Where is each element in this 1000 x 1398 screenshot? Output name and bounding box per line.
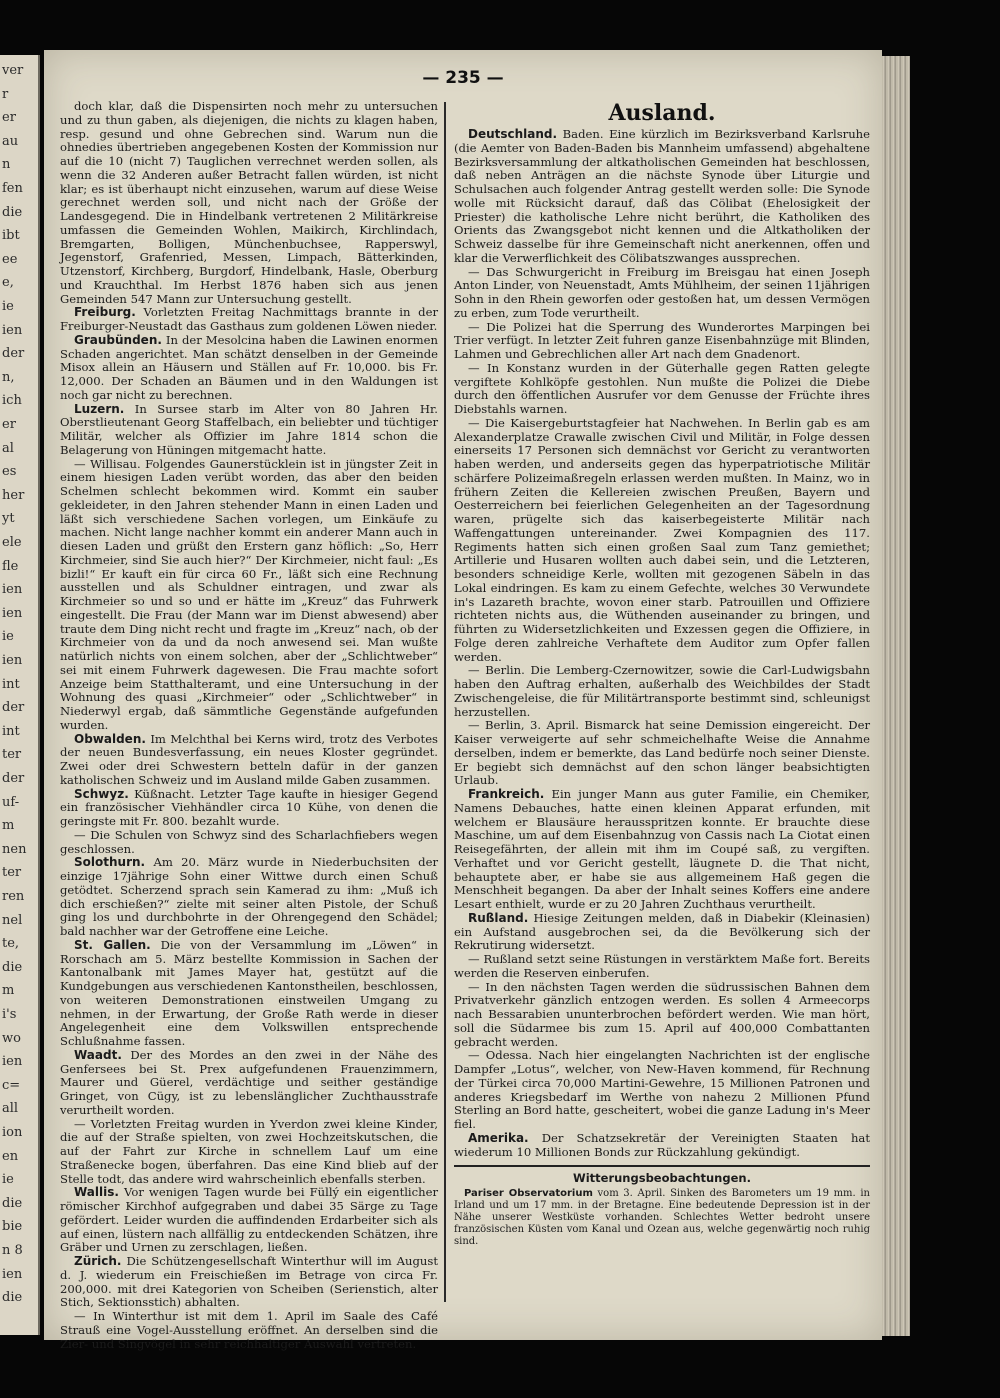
article-heading: Freiburg. xyxy=(74,305,136,320)
previous-page-fragment: ien xyxy=(2,653,23,668)
article-text: Die Schützengesellschaft Winterthur will im August d. J. wiederum ein Freischießen im Betrage von circa Fr. 200,000. mit drei Kategorien von Scheiben (Serienstich, alter Stich, Sektionsstich) abhalten. xyxy=(60,1254,438,1310)
previous-page-edge xyxy=(0,55,40,1335)
previous-page-fragment: ie xyxy=(2,629,14,645)
previous-page-fragment: er xyxy=(2,417,16,432)
article-paragraph xyxy=(60,939,438,1049)
article-paragraph xyxy=(60,306,438,334)
article-text: — Willisau. Folgendes Gaunerstücklein ist in jüngster Zeit in einem hiesigen Laden verübt worden, das aber den beiden Schelmen schlecht bekommen wird. Kommt ein sauber gekleideter, in den Jahren stehender Mann in einen Laden und läßt sich verschiedene Sachen vorlegen, um Einkäufe zu machen. Nicht lange nachher kommt ein anderer Mann auch in diesen Laden und grüßt den Erstern ganz höflich: „So, Herr Kirchmeier, sind Sie auch hier?“ Der Kirchmeier, nicht faul: „Es bizli!“ Er kauft ein für circa 60 Fr., läßt sich eine Rechnung ausstellen und als Schuldner eintragen, und zwar als Kirchmeier so und so und er hätte im „Kreuz“ das Fuhrwerk eingestellt. Die Frau (der Mann war im Dienst abwesend) aber traute dem Ding nicht recht und fragte im „Kreuz“ nach, ob der Kirchmeier von da und da noch anwesend sei. Man wußte natürlich nichts von einem solchen, aber der „Schlichtweber“ sei mit einem Fuhrwerk dagewesen. Die Frau machte sofort Anzeige beim Statthalteramt, und eine Untersuchung in der Wohnung des quasi „Kirchmeier“ oder „Schlichtweber“ in Niederwyl ergab, daß sämmtliche Gegenstände aufgefunden wurden. xyxy=(60,456,438,732)
article-paragraph xyxy=(60,733,438,788)
previous-page-fragment: die xyxy=(2,204,23,220)
article-heading: Schwyz. xyxy=(74,786,129,801)
previous-page-fragment: die xyxy=(2,959,23,975)
article-paragraph xyxy=(60,403,438,458)
previous-page-fragment: der xyxy=(2,771,25,786)
previous-page-fragment: es xyxy=(2,464,17,480)
previous-page-fragment: er xyxy=(2,110,16,126)
previous-page-fragment: r xyxy=(2,86,9,102)
book-page-edges xyxy=(882,56,910,1336)
article-paragraph xyxy=(454,912,870,953)
article-paragraph xyxy=(454,128,870,266)
article-paragraph xyxy=(454,788,870,912)
previous-page-fragment: e, xyxy=(2,275,14,291)
previous-page-fragment: wo xyxy=(2,1030,21,1046)
article-heading: St. Gallen. xyxy=(74,937,151,952)
newspaper-page xyxy=(44,50,882,1351)
previous-page-fragment: ver xyxy=(2,63,24,78)
article-paragraph xyxy=(60,1118,438,1187)
previous-page-fragment: all xyxy=(2,1101,19,1117)
article-text: — Die Kaisergeburtstagfeier hat Nachwehen. In Berlin gab es am Alexanderplatze Crawalle zwischen Civil und Militär, in Folge dessen einerseits 17 Personen sich demnächst vor Gericht zu verantworten haben werden, und anderseits gegen das hyperpatriotische Militär schärfere Polizeimaßregeln erlassen werden mußten. In Mainz, wo in frühern Zeiten die Kellereien zwischen Preußen, Bayern und Oesterreichern bei feierlichen Gelegenheiten an der Tagesordnung waren, prügelte sich das kaiserbegeisterte Militär nach Waffengattungen untereinander. Zwei Kompagnien des 117. Regiments hatten sich einen großen Saal zum Tanz gemiethet; Artillerie und Husaren wollten auch dabei sein, und die Letzteren, besonders schneidige Kerle, wollten mit gezogenen Säbeln in das Lokal eindringen. Es kam zu einem Gefechte, welches 30 Verwundete in's Lazareth brachte, wovon einer starb. Patrouillen und Offiziere richteten nichts aus, die Wüthenden auseinander zu bringen, und führten zu Widersetzlichkeiten und Exzessen gegen die Offiziere, in Folge deren zahlreiche Verhaftete dem Auditor zum Opfer fallen werden. xyxy=(454,415,870,664)
article-heading: Zürich. xyxy=(74,1254,122,1268)
article-paragraph xyxy=(454,362,870,417)
previous-page-fragment: ele xyxy=(2,535,22,550)
previous-page-fragment: i's xyxy=(2,1007,17,1022)
article-heading: Graubünden. xyxy=(74,332,162,347)
article-heading: Frankreich. xyxy=(468,787,545,801)
article-paragraph xyxy=(60,1310,438,1351)
previous-page-fragment: c= xyxy=(2,1077,21,1093)
article-text: — Die Polizei hat die Sperrung des Wunderortes Marpingen bei Trier verfügt. In letzter Zeit fuhren ganze Eisenbahnzüge mit Blinden, Lahmen und Gebrechlichen aller Art nach dem Gnadenort. xyxy=(454,319,870,361)
article-text: doch klar, daß die Dispensirten noch mehr zu untersuchen und zu thun gaben, als diejenigen, die nichts zu klagen haben, resp. gesund und ohne Gebrechen sind. Warum nun die ohnedies übertrieben angegebenen Kosten der Kommission nur auf die 10 (nicht 7) Tauglichen verrechnet werden sollen, als wenn die 32 Anderen außer Betracht fallen würden, ist nicht klar; es ist überhaupt nicht einzusehen, warum auf diese Weise gerechnet werden soll, und nicht nach der Größe der Landesgegend. Die in Hindelbank vertretenen 2 Militärkreise umfassen die Gemeinden Wohlen, Maikirch, Kirchlindach, Bremgarten, Bolligen, Münchenbuchsee, Rapperswyl, Jegenstorf, Grafenried, Messen, Limpach, Bätterkinden, Utzenstorf, Kirchberg, Burgdorf, Hindelbank, Hasle, Oberburg und Krauchthal. Im Herbst 1876 haben sich aus jenen Gemeinden 547 Mann zur Untersuchung gestellt. xyxy=(60,99,438,306)
previous-page-fragment: ie xyxy=(2,299,14,314)
article-text: Hiesige Zeitungen melden, daß in Diabekir (Kleinasien) ein Aufstand ausgebrochen sei, da die Bevölkerung sich der Rekrutirung widersetzt. xyxy=(454,910,871,953)
article-paragraph xyxy=(60,1255,438,1310)
previous-page-fragment: m xyxy=(2,983,15,999)
previous-page-fragment: her xyxy=(2,487,25,503)
article-heading: Amerika. xyxy=(468,1130,529,1145)
article-text: — Rußland setzt seine Rüstungen in verstärktem Maße fort. Bereits werden die Reserven einberufen. xyxy=(454,952,870,980)
previous-page-fragment: nen xyxy=(2,841,27,857)
previous-page-fragment: ien xyxy=(2,582,23,598)
page-number: — 235 — xyxy=(422,68,504,88)
article-heading: Waadt. xyxy=(74,1047,122,1062)
article-text: — In Konstanz wurden in der Güterhalle gegen Ratten gelegte vergiftete Kohlköpfe gestohlen. Nun mußte die Polizei die Diebe durch den öffentlichen Ausrufer vor dem Genusse der Früchte ihres Diebstahls warnen. xyxy=(454,360,870,416)
article-text: Vorletzten Freitag Nachmittags brannte in der Freiburger-Neustadt das Gasthaus zum goldenen Löwen nieder. xyxy=(60,305,438,333)
article-paragraph xyxy=(454,417,870,665)
article-heading: Wallis. xyxy=(74,1185,119,1200)
previous-page-fragment: fen xyxy=(2,181,23,196)
previous-page-fragment: die xyxy=(2,1195,23,1211)
article-paragraph xyxy=(454,321,870,362)
article-paragraph xyxy=(454,953,870,981)
article-heading: Deutschland. xyxy=(468,127,558,141)
right-column xyxy=(454,100,870,1248)
article-text: — Vorletzten Freitag wurden in Yverdon zwei kleine Kinder, die auf der Straße spielten, von zwei Hochzeitskutschen, die auf der Fahrt zur Kirche in schnellem Lauf um eine Straßenecke bogen, überfahren. Das eine Kind blieb auf der Stelle todt, das andere wird wahrscheinlich ebenfalls sterben. xyxy=(60,1116,438,1186)
previous-page-fragment: ter xyxy=(2,747,22,763)
article-text: — Das Schwurgericht in Freiburg im Breisgau hat einen Joseph Anton Linder, von Neuenstadt, Amts Mühlheim, der seinen 11jährigen Sohn in den Rhein geworfen oder gestoßen hat, um dessen Vermögen zu erben, zum Tode verurtheilt. xyxy=(454,264,870,320)
weather-title: Witterungsbeobachtungen. xyxy=(573,1171,751,1186)
article-paragraph xyxy=(454,1132,870,1160)
article-text: Der Schatzsekretär der Vereinigten Staaten hat wiederum 10 Millionen Bonds zur Rückzahlung gekündigt. xyxy=(454,1130,871,1159)
previous-page-fragment: der xyxy=(2,346,25,362)
article-heading: Rußland. xyxy=(468,910,529,925)
previous-page-fragment: au xyxy=(2,133,19,149)
left-column xyxy=(60,100,438,1351)
previous-page-fragment: ich xyxy=(2,393,22,409)
article-heading: Solothurn. xyxy=(74,855,146,870)
previous-page-fragment: uf- xyxy=(2,794,20,810)
article-paragraph xyxy=(60,829,438,857)
article-text: Ein junger Mann aus guter Familie, ein Chemiker, Namens Debauches, hatte einen kleinen Apparat erfunden, mit welchem er Blausäure herausspritzen konnte. Er brauchte diese Maschine, um auf dem Eisenbahnzug von Cassis nach La Ciotat einen Reisegefährten, der allein mit ihm im Coupé saß, zu vergiften. Verhaftet und vor Gericht gestellt, läugnete D. die That nicht, behauptete aber, er habe sie aus allgemeinem Haß gegen die Menschheit begangen. Da aber der Inhalt seines Koffers eine andere Lesart enthielt, wurde er zu 20 Jahren Zuchthaus verurtheilt. xyxy=(454,787,870,911)
article-paragraph xyxy=(60,458,438,733)
previous-page-fragment: al xyxy=(2,440,14,456)
article-text: — Berlin. Die Lemberg-Czernowitzer, sowie die Carl-Ludwigsbahn haben den Auftrag erhalten, außerhalb des Weichbildes der Stadt Zwischengeleise, die für Militärtransporte bestimmt sind, schleunigst herzustellen. xyxy=(454,663,870,719)
column-divider xyxy=(444,102,446,1302)
foreign-news xyxy=(454,128,870,1159)
article-paragraph xyxy=(60,100,438,306)
article-paragraph xyxy=(60,1049,438,1118)
previous-page-fragment: nel xyxy=(2,912,23,928)
article-text: Küßnacht. Letzter Tage kaufte in hiesiger Gegend ein französischer Viehhändler circa 10 Kühe, von denen die geringste mit Fr. 800. bezahlt wurde. xyxy=(60,786,438,828)
article-text: Am 20. März wurde in Niederbuchsiten der einzige 17jährige Sohn einer Wittwe durch einen Schuß getödtet. Scherzend sprach sein Kamerad zu ihm: „Muß ich dich erschießen?“ zielte mit seiner alten Pistole, der Schuß ging los und durchbohrte in der Ohrengegend den Schädel; bald nachher war der Getroffene eine Leiche. xyxy=(60,855,439,938)
article-paragraph xyxy=(454,719,870,788)
previous-page-fragment: der xyxy=(2,700,25,716)
article-paragraph xyxy=(60,1186,438,1255)
previous-page-fragment: ion xyxy=(2,1125,23,1140)
article-paragraph xyxy=(454,1049,870,1132)
previous-page-fragment: die xyxy=(2,1290,23,1306)
article-paragraph xyxy=(454,266,870,321)
article-text: In Sursee starb im Alter von 80 Jahren Hr. Oberstlieutenant Georg Staffelbach, ein beliebter und tüchtiger Militär, welcher als Offizier im Jahre 1814 schon die Belagerung von Hüningen mitgemacht hatte. xyxy=(60,401,438,457)
previous-page-fragment: ien xyxy=(2,322,23,338)
article-text: — In den nächsten Tagen werden die südrussischen Bahnen dem Privatverkehr gänzlich entzogen werden. Es sollen 4 Armeecorps nach Bessarabien ununterbrochen befördert werden. Wie man hört, soll die Südarmee bis zum 15. April auf 400,000 Combattanten gebracht werden. xyxy=(454,979,870,1049)
previous-page-fragment: int xyxy=(2,676,20,692)
article-text: — Odessa. Nach hier eingelangten Nachrichten ist der englische Dampfer „Lotus“, welcher, von New-Haven kommend, für Rechnung der Türkei circa 70,000 Martini-Gewehre, 15 Millionen Patronen und anderes Kriegsbedarf im Werthe von nahezu 2 Millionen Pfund Sterling an Bord hatte, gescheitert, wobei die ganze Ladung in's Meer fiel. xyxy=(454,1048,870,1131)
article-heading: Luzern. xyxy=(74,401,125,416)
previous-page-fragment: ibt xyxy=(2,228,20,244)
previous-page-fragment: n, xyxy=(2,369,15,385)
previous-page-fragment: ien xyxy=(2,1054,23,1070)
weather-head: Pariser Observatorium xyxy=(464,1188,593,1199)
previous-page-fragment: bie xyxy=(2,1219,23,1235)
article-paragraph xyxy=(60,856,438,939)
article-text: In der Mesolcina haben die Lawinen enormen Schaden angerichtet. Man schätzt denselben in der Gemeinde Misox allein an Häusern und Ställen auf Fr. 10,000. bis Fr. 12,000. Der Schaden an Bäumen und in den Waldungen ist noch gar nicht zu berechnen. xyxy=(60,332,439,402)
article-text: Der des Mordes an den zwei in der Nähe des Genfersees bei St. Prex aufgefundenen Frauenzimmern, Maurer und Güerel, verdächtige und seither geständige Gringet, von Cügy, ist zu lebenslänglicher Zuchthausstrafe verurtheilt worden. xyxy=(60,1047,438,1117)
previous-page-fragment: en xyxy=(2,1148,19,1164)
previous-page-fragment: n xyxy=(2,157,11,173)
article-text: Die von der Versammlung im „Löwen“ in Rorschach am 5. März bestellte Kommission in Sachen der Kantonalbank mit James Mayer hat, gestützt auf die Kundgebungen aus verschiedenen Kantonstheilen, beschlossen, von weiteren Demonstrationen einstweilen Umgang zu nehmen, in der Erwartung, der Große Rath werde in dieser Angelegenheit eine dem Volkswillen entsprechende Schlußnahme fassen. xyxy=(60,937,438,1048)
previous-page-fragment: fle xyxy=(2,558,19,574)
article-paragraph xyxy=(454,981,870,1050)
article-heading: Obwalden. xyxy=(74,731,146,746)
previous-page-fragment: ren xyxy=(2,889,25,904)
weather-body: vom 3. April. Sinken des Barometers um 19 mm. in Irland und um 17 mm. in der Bretagne. Eine bedeutende Depression ist in der Nähe unserer Westküste vorhanden. Schlechtes Wetter bedroht unsere französischen Küsten vom Kanal und Ozean aus, welche gegenwärtig noch ruhig sind. xyxy=(454,1188,870,1247)
article-text: Baden. Eine kürzlich im Bezirksverband Karlsruhe (die Aemter von Baden-Baden bis Mannheim umfassend) abgehaltene Bezirksversammlung der altkatholischen Gemeinden hat beschlossen, daß neben Anträgen an die nächste Synode über Liturgie und Schulsachen auch folgender Antrag gestellt werden solle: Die Synode wolle mit Rücksicht darauf, daß das Cölibat (Ehelosigkeit der Priester) die katholische Lehre nicht berührt, die Katholiken des Orients das Zwangsgebot nicht kennen und die Altkatholiken der Schweiz dasselbe für ihre Gemeinschaft nicht anerkennen, offen und klar die Verwerflichkeit des Cölibatszwanges aussprechen. xyxy=(454,127,871,265)
article-text: — In Winterthur ist mit dem 1. April im Saale des Café Strauß eine Vogel-Ausstellung eröffnet. An derselben sind die Zier- und Singvögel in sehr reichhaltiger Auswahl vertreten. xyxy=(60,1309,438,1351)
previous-page-fragment: ee xyxy=(2,251,18,267)
previous-page-fragment: n 8 xyxy=(2,1243,23,1258)
article-paragraph xyxy=(454,664,870,719)
article-text: Vor wenigen Tagen wurde bei Füllý ein eigentlicher römischer Kirchhof aufgegraben und dabei 35 Särge zu Tage gefördert. Leider wurden die auffindenden Erdarbeiter sich als auf einen, lüstern nach allfällig zu entdeckenden Schätzen, ihre Gräber und Urnen zu zerschlagen, ließen. xyxy=(60,1185,439,1255)
previous-page-fragment: ie xyxy=(2,1172,14,1188)
weather-report xyxy=(454,1188,870,1248)
previous-page-fragment: ien xyxy=(2,605,23,621)
previous-page-fragment: ien xyxy=(2,1266,23,1282)
section-title: Ausland. xyxy=(608,100,716,126)
article-text: — Die Schulen von Schwyz sind des Scharlachfiebers wegen geschlossen. xyxy=(60,827,438,856)
article-text: — Berlin, 3. April. Bismarck hat seine Demission eingereicht. Der Kaiser verweigerte auf sehr schmeichelhafte Weise die Annahme derselben, indem er bemerkte, das Land bedürfe noch seiner Dienste. Er begiebt sich demnächst auf den schon länger beabsichtigten Urlaub. xyxy=(454,718,870,788)
previous-page-fragment: te, xyxy=(2,936,20,952)
article-paragraph xyxy=(60,334,438,403)
previous-page-fragment: ter xyxy=(2,865,22,881)
previous-page-fragment: int xyxy=(2,723,20,739)
article-paragraph xyxy=(60,788,438,829)
previous-page-fragment: m xyxy=(2,818,15,834)
previous-page-fragment: yt xyxy=(2,511,15,527)
horizontal-rule xyxy=(454,1165,870,1167)
article-text: Im Melchthal bei Kerns wird, trotz des Verbotes der neuen Bundesverfassung, ein neues Kloster gegründet. Zwei oder drei Schwestern betteln dafür in der ganzen katholischen Schweiz und im Ausland milde Gaben zusammen. xyxy=(60,731,438,787)
